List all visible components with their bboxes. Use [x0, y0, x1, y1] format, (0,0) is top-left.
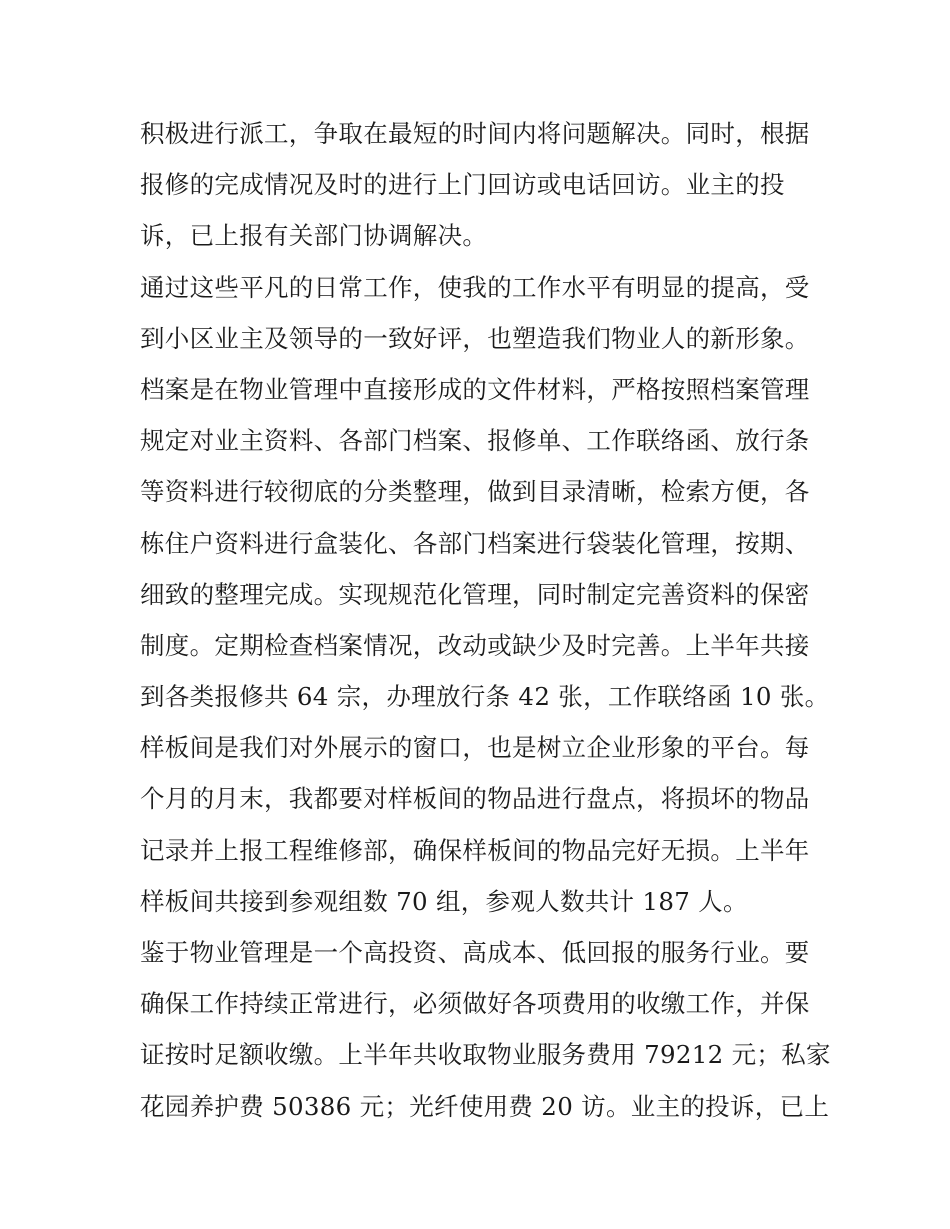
- text-line: 花园养护费 50386 元；光纤使用费 20 访。业主的投诉，已上: [140, 1091, 830, 1121]
- text-line: 记录并上报工程维修部，确保样板间的物品完好无损。上半年: [140, 835, 810, 865]
- text-line: 个月的月末，我都要对样板间的物品进行盘点，将损坏的物品: [140, 784, 810, 814]
- text-line: 规定对业主资料、各部门档案、报修单、工作联络函、放行条: [140, 426, 810, 456]
- document-body: [140, 108, 831, 1132]
- text-line: 报修的完成情况及时的进行上门回访或电话回访。业主的投: [140, 170, 785, 200]
- text-line: 档案是在物业管理中直接形成的文件材料，严格按照档案管理: [140, 374, 810, 404]
- paragraph-fee-collection: [140, 927, 831, 1132]
- paragraph-show-room: [140, 722, 820, 927]
- paragraph-archives: [140, 364, 830, 722]
- text-line: 证按时足额收缴。上半年共收取物业服务费用 79212 元；私家: [140, 1040, 831, 1070]
- text-line: 通过这些平凡的日常工作，使我的工作水平有明显的提高，受: [140, 272, 810, 302]
- text-line: 样板间共接到参观组数 70 组，参观人数共计 187 人。: [140, 886, 748, 916]
- text-line: 到各类报修共 64 宗，办理放行条 42 张，工作联络函 10 张。: [140, 682, 830, 712]
- text-line: 到小区业主及领导的一致好评，也塑造我们物业人的新形象。: [140, 323, 810, 353]
- text-line: 栋住户资料进行盒装化、各部门档案进行袋装化管理，按期、: [140, 528, 810, 558]
- paragraph-repair-followup: [140, 108, 820, 262]
- text-line: 鉴于物业管理是一个高投资、高成本、低回报的服务行业。要: [140, 938, 810, 967]
- text-line: 确保工作持续正常进行，必须做好各项费用的收缴工作，并保: [140, 989, 810, 1019]
- paragraph-daily-work: [140, 262, 820, 364]
- text-line: 制度。定期检查档案情况，改动或缺少及时完善。上半年共接: [140, 630, 810, 660]
- text-line: 诉，已上报有关部门协调解决。: [140, 221, 488, 251]
- text-line: 等资料进行较彻底的分类整理，做到目录清晰，检索方便，各: [140, 477, 810, 507]
- text-line: 积极进行派工，争取在最短的时间内将问题解决。同时，根据: [140, 119, 810, 148]
- text-line: 样板间是我们对外展示的窗口，也是树立企业形象的平台。每: [140, 733, 810, 763]
- text-line: 细致的整理完成。实现规范化管理，同时制定完善资料的保密: [140, 579, 810, 609]
